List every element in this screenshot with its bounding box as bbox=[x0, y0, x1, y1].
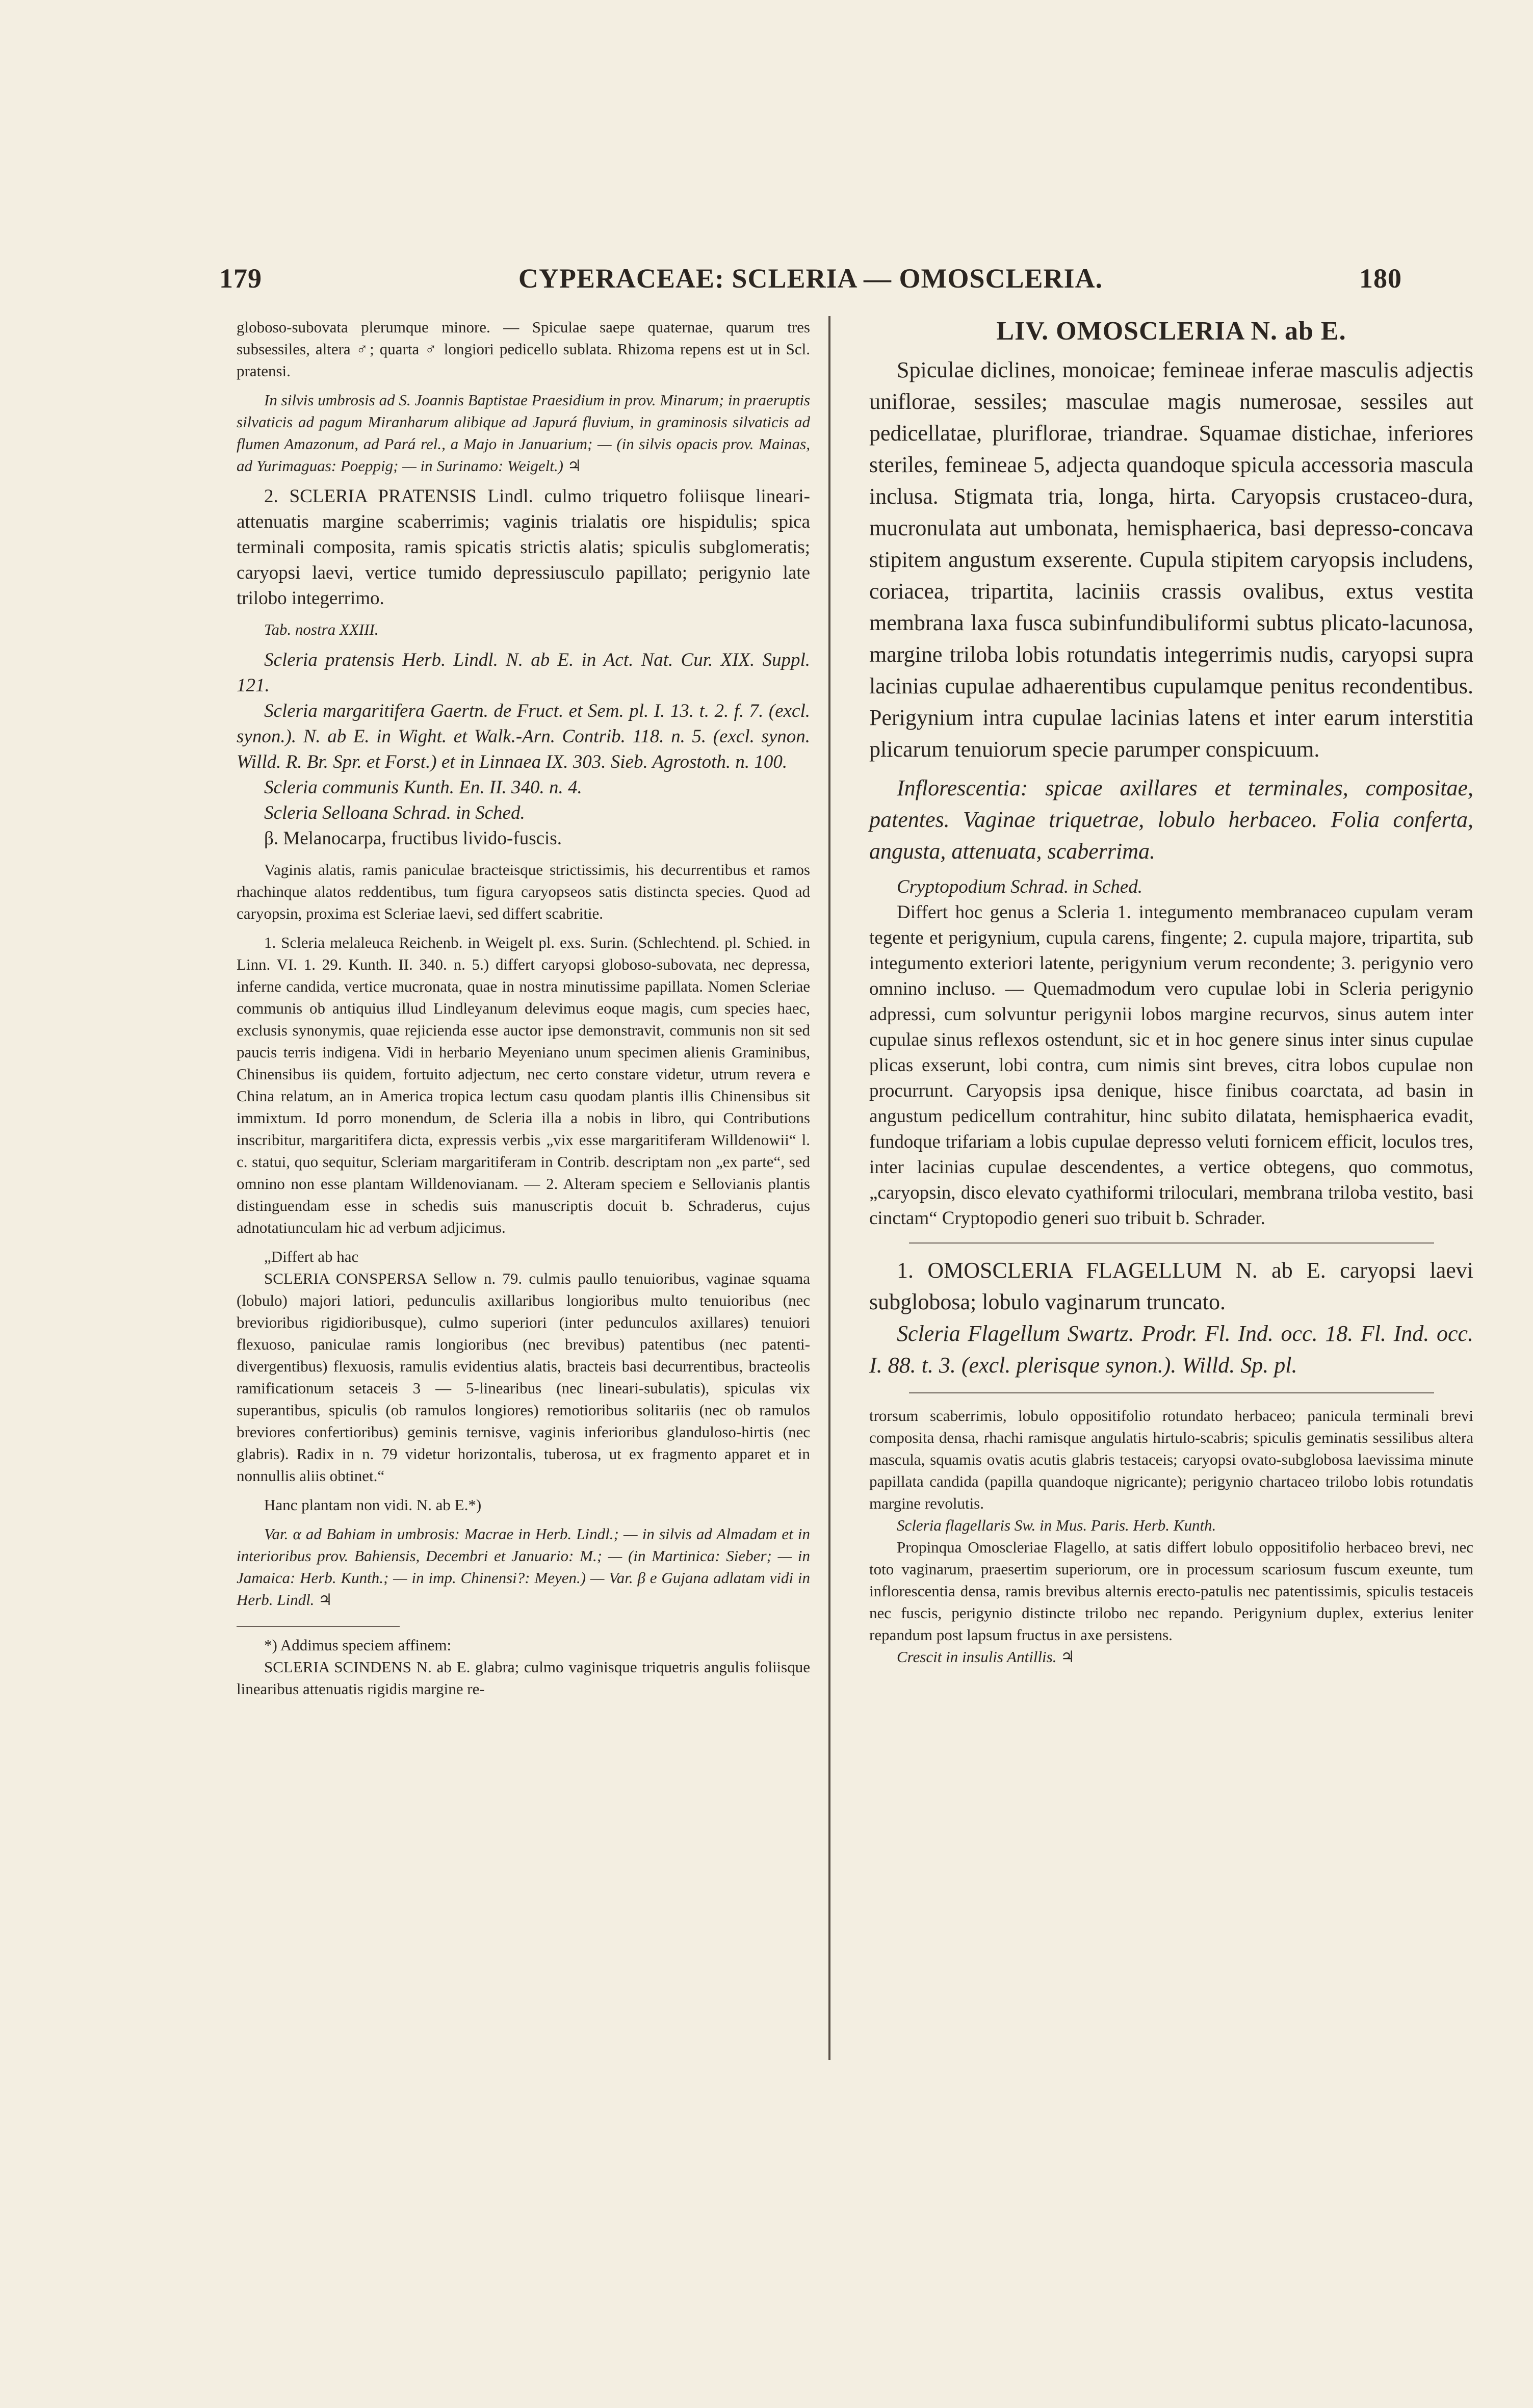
page-number-right: 180 bbox=[1359, 263, 1402, 294]
synonym-line: Scleria margaritifera Gaertn. de Fruct. et Sem. pl. I. 13. t. 2. f. 7. (excl. synon.). N. ab E. in Wight. et Walk.-Arn. Contrib. 118. n. 5. (excl. synon. Willd. R. Br. Spr. et Forst.) et in Linnaea IX. 303. Sieb. Agrostoth. n. 100. bbox=[237, 701, 810, 772]
variety-line: β. Melanocarpa, fructibus livido-fuscis. bbox=[264, 828, 562, 849]
section-rule bbox=[909, 1392, 1434, 1393]
running-title: CYPERACEAE: SCLERIA — OMOSCLERIA. bbox=[518, 263, 1103, 294]
text-paragraph: globoso-subovata plerumque minore. — Spiculae saepe quaternae, quarum tres subsessiles, altera ♂; quarta ♂ longiori pedicello sublata. Rhizoma repens est ut in Scl. pratensi. bbox=[237, 318, 810, 380]
right-column bbox=[869, 316, 1473, 1668]
section-rule bbox=[909, 1242, 1434, 1244]
left-column bbox=[237, 316, 810, 1700]
plate-reference: Tab. nostra XXIII. bbox=[264, 620, 379, 638]
genus-discussion: Differt hoc genus a Scleria 1. integumento membranaceo cupulam veram tegente et perigynium, cupula carens, fingente; 2. cupula majore, tripartita, sub integumento exteriori latente, perigynium verum recondente; 3. perigynio vero omnino incluso. — Quemadmodum vero cupulae lobi in Scleria perigynio adpressi, cum solvuntur perigynii lobos margine recurvos, sinus autem inter cupulae sinus reflexos ostendunt, sic et in hoc genere sinus inter sinus cupulae plicas exserunt, lobi contra, cum nimis sint breves, citra lobos cupulae non procurrunt. Caryopsis ipsa denique, hisce finibus coarctata, ad basin in angustum pedicellum contrahitur, hinc subito dilatata, hemisphaerica evadit, fundoque trifariam a lobis cupulae depresso veluti fornicem efficit, loculos tres, inter lacinias cupulae descendentes, a vertice obtegens, quo commotus, „caryopsin, disco elevato cyathiformi triloculari, membrana triloba vestito, basi cinctam“ Cryptopodio generi suo tribuit b. Schrader. bbox=[869, 902, 1473, 1229]
synonym-line: Cryptopodium Schrad. in Sched. bbox=[897, 876, 1142, 897]
locality-paragraph: In silvis umbrosis ad S. Joannis Baptistae Praesidium in prov. Minarum; in praeruptis silvaticis ad pagum Miranharum alibique ad Japurá fluvium, in graminosis silvaticis ad flumen Amazonum, ad Pará rel., a Majo in Januarium; — (in silvis opacis prov. Mainas, ad Yurimaguas: Poeppig; — in Surinamo: Weigelt.) ♃ bbox=[237, 391, 810, 475]
footnote-line: *) Addimus speciem affinem: bbox=[264, 1636, 452, 1654]
footnote-continuation: trorsum scaberrimis, lobulo oppositifolio rotundato herbaceo; panicula terminali brevi composita densa, rhachi ramisque angulatis hirtulo-scabris; spiculis geminatis sessilibus altera mascula, squamis ovatis acutis glabris testaceis; caryopsi ovato-subglobosa laevissima minute papillata candida (papilla quandoque nigricante); perigynio chartaceo trilobo lobis rotundatis margine revolutis. bbox=[869, 1407, 1473, 1512]
synonym-line: Scleria pratensis Herb. Lindl. N. ab E. in Act. Nat. Cur. XIX. Suppl. 121. bbox=[237, 650, 810, 696]
page-number-left: 179 bbox=[219, 263, 262, 294]
locality-paragraph: Var. α ad Bahiam in umbrosis: Macrae in Herb. Lindl.; — in silvis ad Almadam et in interioribus prov. Bahiensis, Decembri et Januario: M.; — (in Martinica: Sieber; — in Jamaica: Herb. Kunth.; — in imp. Chinensi?: Meyen.) — Var. β e Gujana adlatam vidi in Herb. Lindl. ♃ bbox=[237, 1525, 810, 1609]
species-diagnosis: 1. OMOSCLERIA FLAGELLUM N. ab E. caryopsi laevi subglobosa; lobulo vaginarum truncato. bbox=[869, 1258, 1473, 1314]
conspersa-paragraph: SCLERIA CONSPERSA Sellow n. 79. culmis paullo tenuioribus, vaginae squama (lobulo) majori latiori, pedunculis axillaribus longioribus multo tenuioribus (nec brevioribus rigidioribusque), culmo superiori (inter pedunculos axillares) tenuiori flexuoso, paniculae ramis longioribus (nec brevibus) patentibus (nec patenti-divergentibus) flexuosis, ramulis evidentius alatis, bracteis basi decurrentibus, bracteolis ramificationum setaceis 3 — 5-linearibus (nec lineari-subulatis), spiculas vix superantibus, spiculis (ob ramulos longiores) remotioribus solitariis (nec ob ramulos breviores confertioribus) geminis ternisve, vaginis inferioribus glanduloso-hirtis (nec glabris). Radix in n. 79 videtur horizontalis, tuberosa, ut ex fragmento apparet et in nonnullis aliis obtinet.“ bbox=[237, 1270, 810, 1485]
footnote-line: SCLERIA SCINDENS N. ab E. glabra; culmo vaginisque triquetris angulis foliisque linearibus attenuatis rigidis margine re- bbox=[237, 1658, 810, 1698]
synonym-line: Scleria Selloana Schrad. in Sched. bbox=[264, 802, 525, 823]
locality-paragraph: Crescit in insulis Antillis. ♃ bbox=[897, 1648, 1075, 1666]
author-note: Hanc plantam non vidi. N. ab E.*) bbox=[264, 1496, 482, 1514]
note-paragraph: 1. Scleria melaleuca Reichenb. in Weigelt pl. exs. Surin. (Schlechtend. pl. Schied. in Linn. VI. 1. 29. Kunth. II. 340. n. 5.) differt caryopsi globoso-subovata, nec depressa, inferne candida, vertice mucronata, quae in nostra minutissime papillata. Nomen Scleriae communis ob antiquius illud Lindleyanum delevimus eoque magis, cum species haec, exclusis synonymis, quae rejicienda esse auctor ipse demonstravit, communis non sit sed paucis terris indigena. Vidi in herbario Meyeniano unum specimen alienis Graminibus, Chinensibus iis quidem, fortuito adjectum, nec certo constare videtur, utrum revera e China relatum, an in America tropica lectum casu quodam plantis illis Chinensibus sit immixtum. Id porro monendum, de Scleria illa a nobis in libro, qui Contributions inscribitur, margaritifera dicta, expressis verbis „vix esse margaritiferam Willdenowii“ l. c. statui, quo sequitur, Scleriam margaritiferam in Contrib. descriptam non „ex parte“, sed omnino non esse plantam Willdenovianam. — 2. Alteram speciem e Sellovianis plantis distinguendam esse in schedis suis manuscriptis docuit b. Schraderus, cujus adnotatiunculam hic ad verbum adjicimus. bbox=[237, 934, 810, 1236]
synonym-line: Scleria communis Kunth. En. II. 340. n. 4. bbox=[264, 777, 582, 798]
synonym-line: Scleria flagellaris Sw. in Mus. Paris. Herb. Kunth. bbox=[897, 1516, 1216, 1534]
running-header bbox=[219, 263, 1402, 308]
synonym-line: Scleria Flagellum Swartz. Prodr. Fl. Ind. occ. 18. Fl. Ind. occ. I. 88. t. 3. (excl. plerisque synon.). Willd. Sp. pl. bbox=[869, 1321, 1473, 1378]
observation-paragraph: Propinqua Omoscleriae Flagello, at satis differt lobulo oppositifolio herbaceo brevi, nec toto vaginarum, praesertim superiorum, ore in processum scariosum fuscum exeunte, tum inflorescentia densa, ramis brevibus alternis erecto-patulis nec patentissimis, spiculis testaceis nec fuscis, perigynio distincte trilobo nec repando. Perigynium duplex, exterius leniter repandum post lapsum fructus in axe persistens. bbox=[869, 1538, 1473, 1644]
column-divider bbox=[828, 316, 830, 2060]
quote-start: „Differt ab hac bbox=[264, 1248, 359, 1265]
inflorescence-paragraph: Inflorescentia: spicae axillares et terminales, compositae, patentes. Vaginae triquetrae, lobulo herbaceo. Folia conferta, angusta, attenuata, scaberrima. bbox=[869, 775, 1473, 864]
observation-paragraph: Vaginis alatis, ramis paniculae bracteisque strictissimis, his decurrentibus et ramos rhachinque alatos reddentibus, tum figura caryopseos satis distincta species. Quod ad caryopsin, proxima est Scleriae laevi, sed differt scabritie. bbox=[237, 861, 810, 922]
genus-description: Spiculae diclines, monoicae; femineae inferae masculis adjectis uniflorae, sessiles; masculae magis numerosae, sessiles aut pedicellatae, pluriflorae, triandrae. Squamae distichae, inferiores steriles, femineae 5, adjecta quandoque spicula accessoria mascula inclusa. Stigmata tria, longa, hirta. Caryopsis crustaceo-dura, mucronulata aut umbonata, hemisphaerica, basi depresso-concava stipitem angustum exserente. Cupula stipitem caryopsis includens, coriacea, tripartita, laciniis crassis ovalibus, extus vestita membrana laxa fusca subinfundibuliformi subtus plicato-lacunosa, margine triloba lobis rotundatis integerrimis nudis, caryopsi supra lacinias cupulae adhaerentibus cupulamque penitus recondentibus. Perigynium intra cupulae lacinias latens et inter earum interstitia plicarum tenuiorum specie parumper conspicuum. bbox=[869, 357, 1473, 762]
species-diagnosis: 2. SCLERIA PRATENSIS Lindl. culmo triquetro foliisque lineari-attenuatis margine scaberrimis; vaginis trialatis ore hispidulis; spica terminali composita, ramis spicatis strictis alatis; spiculis subglomeratis; caryopsi laevi, vertice tumido depressiusculo papillato; perigynio late trilobo integerrimo. bbox=[237, 486, 810, 609]
footnote-rule bbox=[237, 1626, 400, 1627]
genus-heading: LIV. OMOSCLERIA N. ab E. bbox=[996, 317, 1346, 346]
